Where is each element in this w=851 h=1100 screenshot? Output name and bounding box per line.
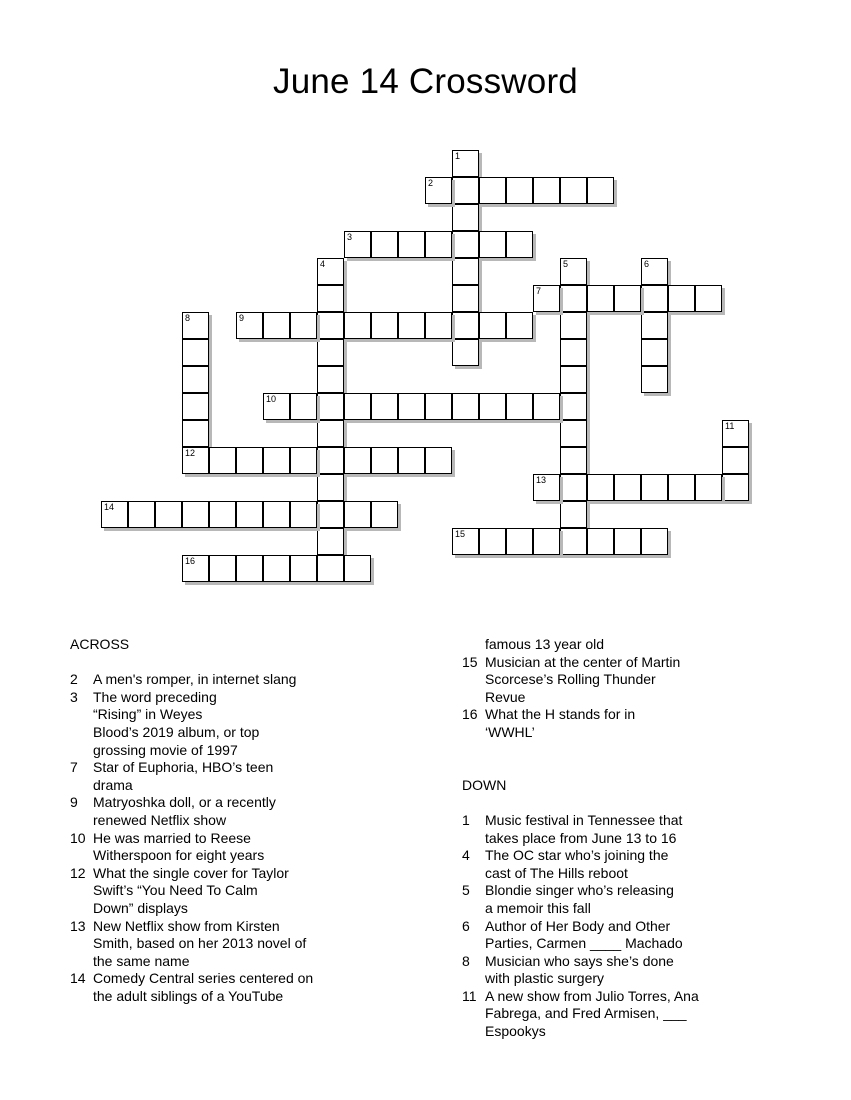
grid-cell[interactable]	[641, 528, 668, 555]
grid-cell[interactable]	[209, 501, 236, 528]
cell-number: 11	[725, 421, 735, 431]
grid-cell[interactable]	[317, 501, 344, 528]
clue-item	[70, 970, 370, 1005]
clue-number: 2	[70, 671, 78, 688]
grid-cell[interactable]	[290, 393, 317, 420]
clue-text: Musician who says she’s done	[485, 952, 674, 969]
grid-cell[interactable]	[290, 447, 317, 474]
grid-cell[interactable]	[182, 312, 209, 339]
grid-cell[interactable]	[317, 393, 344, 420]
grid-cell[interactable]	[479, 312, 506, 339]
grid-cell[interactable]	[344, 393, 371, 420]
grid-cell[interactable]	[452, 393, 479, 420]
grid-cell[interactable]	[452, 312, 479, 339]
clue-text: Musician at the center of Martin	[485, 653, 681, 670]
grid-cell[interactable]	[290, 501, 317, 528]
grid-cell[interactable]	[128, 501, 155, 528]
grid-cell[interactable]	[344, 447, 371, 474]
clue-number: 11	[462, 987, 477, 1004]
clue-number: 1	[462, 811, 470, 828]
clue-text: the same name	[93, 952, 190, 969]
clue-text: Espookys	[485, 1023, 546, 1040]
clue-text: takes place from June 13 to 16	[485, 829, 677, 846]
clue-text: Smith, based on her 2013 novel of	[93, 935, 307, 952]
clue-text: grossing movie of 1997	[93, 741, 238, 758]
grid-cell[interactable]	[641, 258, 668, 285]
grid-cell[interactable]	[182, 393, 209, 420]
clue-text: New Netflix show from Kirsten	[93, 917, 280, 934]
cell-number: 3	[347, 232, 353, 242]
grid-cell[interactable]	[209, 555, 236, 582]
clue-number: 7	[70, 759, 78, 776]
grid-cell[interactable]	[533, 528, 560, 555]
grid-cell[interactable]	[641, 312, 668, 339]
grid-cell[interactable]	[668, 474, 695, 501]
clue-number: 4	[462, 847, 470, 864]
cell-number: 2	[428, 178, 434, 188]
grid-cell[interactable]	[344, 555, 371, 582]
grid-cell[interactable]	[641, 366, 668, 393]
grid-cell[interactable]	[587, 177, 614, 204]
grid-cell[interactable]	[398, 447, 425, 474]
grid-cell[interactable]	[614, 528, 641, 555]
grid-cell[interactable]	[344, 312, 371, 339]
grid-cell[interactable]	[398, 312, 425, 339]
grid-cell[interactable]	[506, 177, 533, 204]
cell-number: 7	[536, 286, 542, 296]
grid-cell[interactable]	[560, 447, 587, 474]
clue-number: 12	[70, 864, 86, 881]
clue-number: 13	[70, 917, 86, 934]
grid-cell[interactable]	[560, 312, 587, 339]
cell-number: 10	[266, 394, 277, 404]
clue-text: the adult siblings of a YouTube	[93, 987, 284, 1004]
grid-cell[interactable]	[506, 231, 533, 258]
cell-number: 6	[644, 259, 650, 269]
clue-text: Comedy Central series centered on	[93, 970, 314, 987]
clue-text: What the single cover for Taylor	[93, 864, 289, 881]
clue-number: 9	[70, 794, 78, 811]
grid-cell[interactable]	[587, 285, 614, 312]
grid-cell[interactable]	[560, 177, 587, 204]
clue-text: a memoir this fall	[485, 899, 591, 916]
clue-text: ‘WWHL’	[485, 723, 535, 740]
grid-cell[interactable]	[101, 501, 128, 528]
clue-item	[462, 706, 762, 741]
grid-cell[interactable]	[371, 312, 398, 339]
grid-cell[interactable]	[182, 555, 209, 582]
clue-item	[462, 953, 762, 988]
grid-cell[interactable]	[479, 393, 506, 420]
clue-text: Star of Euphoria, HBO’s teen	[93, 759, 274, 776]
clue-text: Scorcese’s Rolling Thunder	[485, 671, 656, 688]
grid-cell[interactable]	[695, 285, 722, 312]
clue-text: “Rising” in Weyes	[93, 706, 203, 723]
page-title: June 14 Crossword	[273, 62, 578, 101]
across-heading: ACROSS	[70, 636, 130, 652]
grid-cell[interactable]	[479, 528, 506, 555]
clue-text: Music festival in Tennessee that	[485, 811, 683, 828]
grid-cell[interactable]	[263, 312, 290, 339]
clue-text: Matryoshka doll, or a recently	[93, 794, 276, 811]
grid-cell[interactable]	[209, 447, 236, 474]
grid-cell[interactable]	[668, 285, 695, 312]
clue-text: Parties, Carmen ____ Machado	[485, 935, 683, 952]
clue-number: 6	[462, 917, 470, 934]
grid-cell[interactable]	[533, 393, 560, 420]
cell-number: 12	[185, 448, 196, 458]
clue-text: cast of The Hills reboot	[485, 864, 628, 881]
clue-text: Down” displays	[93, 899, 188, 916]
grid-cell[interactable]	[587, 474, 614, 501]
grid-cell[interactable]	[425, 447, 452, 474]
grid-cell[interactable]	[344, 501, 371, 528]
cell-number: 8	[185, 313, 191, 323]
clue-text: Blondie singer who’s releasing	[485, 882, 674, 899]
clue-item	[70, 918, 370, 971]
clue-item	[70, 830, 370, 865]
cell-number: 15	[455, 529, 466, 539]
clue-text: Witherspoon for eight years	[93, 847, 265, 864]
grid-cell[interactable]	[533, 177, 560, 204]
grid-cell[interactable]	[317, 474, 344, 501]
clue-number: 14	[70, 970, 86, 987]
grid-cell[interactable]	[182, 501, 209, 528]
cell-number: 14	[104, 502, 115, 512]
clue-text: Revue	[485, 688, 526, 705]
grid-cell[interactable]	[425, 393, 452, 420]
cell-number: 1	[455, 151, 461, 161]
grid-cell[interactable]	[317, 285, 344, 312]
grid-cell[interactable]	[587, 528, 614, 555]
grid-cell[interactable]	[641, 285, 668, 312]
grid-cell[interactable]	[236, 447, 263, 474]
grid-cell[interactable]	[425, 177, 452, 204]
grid-cell[interactable]	[506, 393, 533, 420]
grid-cell[interactable]	[506, 528, 533, 555]
grid-cell[interactable]	[263, 501, 290, 528]
grid-cell[interactable]	[614, 474, 641, 501]
cell-number: 5	[563, 259, 569, 269]
grid-cell[interactable]	[560, 339, 587, 366]
clue-text: Swift’s “You Need To Calm	[93, 882, 258, 899]
grid-cell[interactable]	[155, 501, 182, 528]
clue-item	[70, 689, 370, 759]
grid-cell[interactable]	[263, 555, 290, 582]
clue-text: The word preceding	[93, 688, 217, 705]
grid-cell[interactable]	[560, 474, 587, 501]
grid-cell[interactable]	[317, 258, 344, 285]
grid-cell[interactable]	[317, 339, 344, 366]
grid-cell[interactable]	[560, 420, 587, 447]
grid-cell[interactable]	[452, 231, 479, 258]
grid-cell[interactable]	[452, 177, 479, 204]
clue-text: A men's romper, in internet slang	[93, 671, 297, 688]
grid-cell[interactable]	[182, 420, 209, 447]
grid-cell[interactable]	[641, 474, 668, 501]
grid-cell[interactable]	[236, 501, 263, 528]
grid-cell[interactable]	[479, 177, 506, 204]
down-heading: DOWN	[462, 776, 507, 793]
grid-cell[interactable]	[317, 528, 344, 555]
grid-cell[interactable]	[452, 285, 479, 312]
clue-text: drama	[93, 776, 133, 793]
clues-column-right	[462, 636, 762, 1041]
grid-cell[interactable]	[560, 528, 587, 555]
grid-cell[interactable]	[290, 555, 317, 582]
grid-cell[interactable]	[317, 366, 344, 393]
grid-cell[interactable]	[236, 312, 263, 339]
cell-number: 9	[239, 313, 245, 323]
clue-text: Blood’s 2019 album, or top	[93, 723, 260, 740]
clue-item	[462, 654, 762, 707]
grid-cell[interactable]	[452, 339, 479, 366]
grid-cell[interactable]	[182, 339, 209, 366]
grid-cell[interactable]	[560, 501, 587, 528]
grid-cell[interactable]	[371, 393, 398, 420]
clue-number: 16	[462, 706, 478, 723]
grid-cell[interactable]	[182, 366, 209, 393]
grid-cell[interactable]	[371, 501, 398, 528]
clue-number: 10	[70, 829, 86, 846]
grid-cell[interactable]	[452, 150, 479, 177]
clue-item	[462, 812, 762, 847]
clue-text: Author of Her Body and Other	[485, 917, 671, 934]
grid-cell[interactable]	[236, 555, 263, 582]
clue-text: The OC star who’s joining the	[485, 847, 669, 864]
cell-number: 4	[320, 259, 326, 269]
clue-text: What the H stands for in	[485, 706, 636, 723]
clue-item	[70, 759, 370, 794]
clue-number: 3	[70, 688, 78, 705]
grid-cell[interactable]	[695, 474, 722, 501]
grid-cell[interactable]	[560, 258, 587, 285]
clue-text: renewed Netflix show	[93, 811, 227, 828]
clue-item	[70, 794, 370, 829]
grid-cell[interactable]	[371, 231, 398, 258]
grid-cell[interactable]	[425, 312, 452, 339]
clue-text: with plastic surgery	[485, 970, 605, 987]
grid-cell[interactable]	[560, 366, 587, 393]
grid-cell[interactable]	[641, 339, 668, 366]
grid-cell[interactable]	[452, 204, 479, 231]
grid-cell[interactable]	[371, 447, 398, 474]
grid-cell[interactable]	[722, 474, 749, 501]
cell-number: 16	[185, 556, 196, 566]
clue-item	[462, 847, 762, 882]
grid-cell[interactable]	[614, 285, 641, 312]
grid-cell[interactable]	[533, 474, 560, 501]
clue-item	[70, 671, 370, 689]
clue-number: 5	[462, 882, 470, 899]
grid-cell[interactable]	[722, 420, 749, 447]
cell-number: 13	[536, 475, 547, 485]
grid-cell[interactable]	[182, 447, 209, 474]
clue-text: famous 13 year old	[485, 636, 605, 652]
grid-cell[interactable]	[317, 447, 344, 474]
clue-text: He was married to Reese	[93, 829, 251, 846]
grid-cell[interactable]	[452, 528, 479, 555]
grid-cell[interactable]	[533, 285, 560, 312]
clue-text: A new show from Julio Torres, Ana	[485, 987, 699, 1004]
clue-item	[462, 988, 762, 1041]
clue-number: 15	[462, 653, 478, 670]
grid-cell[interactable]	[506, 312, 533, 339]
clues-column-left	[70, 636, 370, 1005]
grid-cell[interactable]	[398, 231, 425, 258]
clue-number: 8	[462, 952, 470, 969]
grid-cell[interactable]	[425, 231, 452, 258]
clue-item	[462, 918, 762, 953]
across-clue-list-continued	[462, 636, 762, 742]
clue-item	[462, 882, 762, 917]
grid-cell[interactable]	[263, 393, 290, 420]
grid-cell[interactable]	[317, 420, 344, 447]
grid-cell[interactable]	[560, 285, 587, 312]
down-clue-list	[462, 812, 762, 1041]
grid-cell[interactable]	[290, 312, 317, 339]
grid-cell[interactable]	[722, 447, 749, 474]
grid-cell[interactable]	[452, 258, 479, 285]
grid-cell[interactable]	[317, 312, 344, 339]
clue-item	[70, 865, 370, 918]
clue-item	[462, 636, 762, 654]
grid-cell[interactable]	[263, 447, 290, 474]
across-clue-list	[70, 671, 370, 1005]
grid-cell[interactable]	[398, 393, 425, 420]
grid-cell[interactable]	[560, 393, 587, 420]
grid-cell[interactable]	[479, 231, 506, 258]
clue-text: Fabrega, and Fred Armisen, ___	[485, 1005, 687, 1022]
grid-cell[interactable]	[317, 555, 344, 582]
grid-cell[interactable]	[344, 231, 371, 258]
